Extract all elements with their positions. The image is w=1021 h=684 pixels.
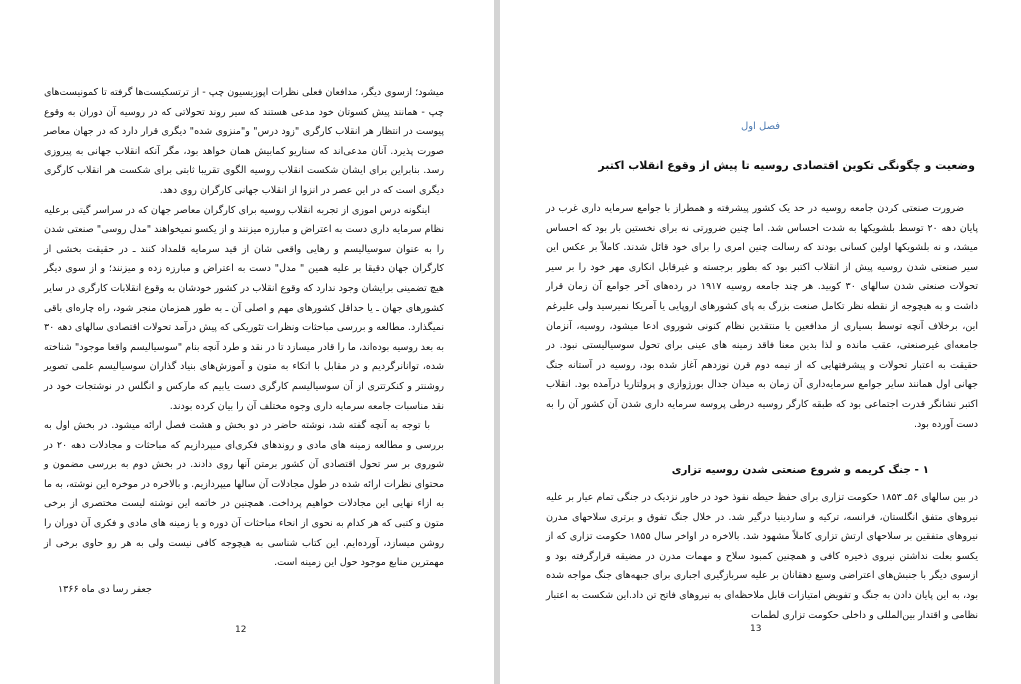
- left-paragraph-2: اینگونه درس اموزی از تجربه انقلاب روسیه برای کارگران معاصر جهان که در سراسر گیتی برعلیه نظام سرمایه داری دست به اعتراض و مبارزه میزنند و از یکسو نمیخواهند "مدل روسی" صنعتی شدن را به عنوان سوسیالیسم و رهایی واقعی شان از قید سرمایه قلمداد کنند ـ در حقیقت بخشی از کارگران جهان دقیقا بر علیه همین " مدل" دست به اعتراض و مبارزه زده و میزنند؛ و از سوی دیگر هیچ تضمینی برایشان وجود ندارد که وقوع انقلاب در کشور خودشان به وقوع انقلابات کارگری در سایر کشورهای جهان ـ یا حداقل کشورهای مهم و اصلی آن ـ به طور همزمان منجر شود، راه چاره‌ای باقی نمیگذارد. مطالعه و بررسی مباحثات ونظرات تئوریکی که پیش درآمد تحولات اقتصادی سالهای دهه ۳۰ به بعد روسیه بوده‌اند، ما را قادر میسازد تا در نقد و طرد آنچه بنام "سوسیالیسم واقعا موجود" شناخته شده، توانانرگردیم و در مقابل با اتکاء به متون و آموزش‌های بنیاد گذاران سوسیالیسم علمی تصویر روشنتر و کنکرتتری از آن سوسیالیسم کارگری دست یابیم که مارکس و انگلس در نوشتجات خود در نقد مناسبات جامعه سرمایه داری وجوه مختلف آن را بیان کرده بودند.: [44, 204, 444, 412]
- author-signature: جعفر رسا دی ماه ۱۳۶۶: [58, 584, 152, 595]
- chapter-label: فصل اول: [740, 121, 781, 132]
- chapter-title: وضعیت و چگونگی تکوین اقتصادی روسیه تا پیش از وقوع انقلاب اکتبر: [598, 159, 975, 172]
- section-title: ۱ - جنگ کریمه و شروع صنعتی شدن روسیه تزاری: [671, 464, 929, 476]
- left-paragraph-3: با توجه به آنچه گفته شد، نوشته حاضر در دو بخش و هشت فصل ارائه میشود. در بخش اول به بررسی و مطالعه زمینه های مادی و روندهای فکری‌ای میپردازیم که مباحثات و مجادلات دهه ۲۰ در شوروی بر سر تحول اقتصادی آن کشور برمتن آنها روی دادند. در بخش دوم به بررسی مضمون و محتوای نظرات ارائه شده در طول مجادلات آن سالها میپردازیم. و بالاخره در موخره این نوشته، به ما به ازاء نهایی این مجادلات خواهیم پرداخت. همچنین در خاتمه این نوشته لیست مختصری از برخی متون و کتبی که هر کدام به نحوی از انحاء مباحثات آن دوره و یا زمینه های مادی و فکری آن دوران را روشن میسازد، آورده‌ایم. این کتاب شناسی به هیچوجه کافی نیست ولی به هر رو حاوی برخی از مهمترین منابع موجود حول این زمینه است.: [44, 420, 444, 569]
- right-page-section-body: [546, 488, 978, 625]
- right-paragraph-2: در بین سالهای ۵۶ـ ۱۸۵۳ حکومت تزاری برای حفظ حیطه نفوذ خود در خاور نزدیک در جنگی تمام عیار بر علیه نیروهای متفق انگلستان، فرانسه، ترکیه و ساردینیا درگیر شد. در خلال جنگ تفوق و برتری سلاحهای مدرن نیروهای متفقین بر سلاحهای ارتش تزاری کاملاً مشهود شد. بالاخره در اواخر سال ۱۸۵۵ حکومت تزاری که از یکسو بعلت نداشتن نیروی ذخیره کافی و همچنین کمبود سلاح و مهمات مدرن در مضیقه قرارگرفته بود و ازسوی دیگر با جنبش‌های اعتراضی وسیع دهقانان بر علیه سربازگیری اجباری برای جبهه‌های جنگ مواجه شده بود، به این پایان دادن به جنگ و تفویض امتیازات قابل ملاحظه‌ای به نیروهای فاتح تن داد.این شکست به اعتبار نظامی و اقتدار بین‌المللی و داخلی حکومت تزاری لطمات: [546, 492, 978, 621]
- right-paragraph-1: ضرورت صنعتی کردن جامعه روسیه در حد یک کشور پیشرفته و همطراز با جوامع سرمایه داری غرب در پایان دهه ۲۰ توسط بلشویکها به شدت احساس شد. اما چنین ضرورتی نه برای نخستین بار بود که احساس میشد، و نه بلشویکها اولین کسانی بودند که رسالت چنین امری را برای خود قائل شدند. کاملاً بر عکس این سیر صنعتی شدن روسیه پیش از انقلاب اکتبر بود که بطور برجسته و غیرقابل انکاری مهر خود را بر سیر تحولات صنعتی شدن سالهای ۳۰ کوبید. هر چند جامعه روسیه ۱۹۱۷ در رده‌های آخر جوامع آن زمان قرار داشت و به هیچوجه از نقطه نظر تکامل صنعت بزرگ به پای کشورهای اروپایی یا آمریکا نمیرسید ولی علیرغم این، برخلاف آنچه توسط بسیاری از مدافعین یا منتقدین نظام کنونی شوروی ادعا میشود، روسیه، آنزمان جامعه‌ای غیرصنعتی، عقب مانده و لذا بدین معنا فاقد زمینه های عینی برای تحول سوسیالیستی نبود. در حقیقت به اعتبار تحولات و پیشرفتهایی که از نیمه دوم قرن نوزدهم آغاز شده بود، روسیه در آستانه جنگ جهانی اول همانند سایر جوامع سرمایه‌داری آن زمان به میدان جدال بورژوازی و پرولتاریا درآمده بود. انقلاب اکتبر نشانگر قدرت اجتماعی بود که طبقه کارگر روسیه درطی پروسه سرمایه داری شدن آن کشور آن را به دست آورده بود.: [546, 203, 978, 430]
- right-page-intro: [546, 199, 978, 434]
- left-page: [0, 0, 494, 684]
- page-number-right: 13: [750, 624, 762, 634]
- page-number-left: 12: [235, 625, 247, 635]
- left-paragraph-1: میشود؛ ازسوی دیگر، مدافعان فعلی نظرات اپوزیسیون چپ - از ترتسکیست‌ها گرفته تا کمونیست‌های چپ - همانند پیش کسوتان خود مدعی هستند که سیر روند تحولاتی که در روسیه آن دوران به وقوع پیوست در انتظار هر انقلاب کارگری "زود درس" و"منزوی شده" دیگری قرار دارد که در جهان معاصر صورت پذیرد. آنان مدعی‌اند که سناریو کمابیش همان خواهد بود، مگر آنکه انقلاب جهانی به پیروزی رسد. بنابراین برای ایشان شکست انقلاب روسیه الگوی تقریبا ثابتی برای شکست هر انقلاب کارگری دیگری است که در این عصر در انزوا از انقلاب جهانی کارگران روی دهد.: [44, 87, 444, 196]
- left-page-body: [44, 83, 444, 573]
- right-page: [500, 0, 1021, 684]
